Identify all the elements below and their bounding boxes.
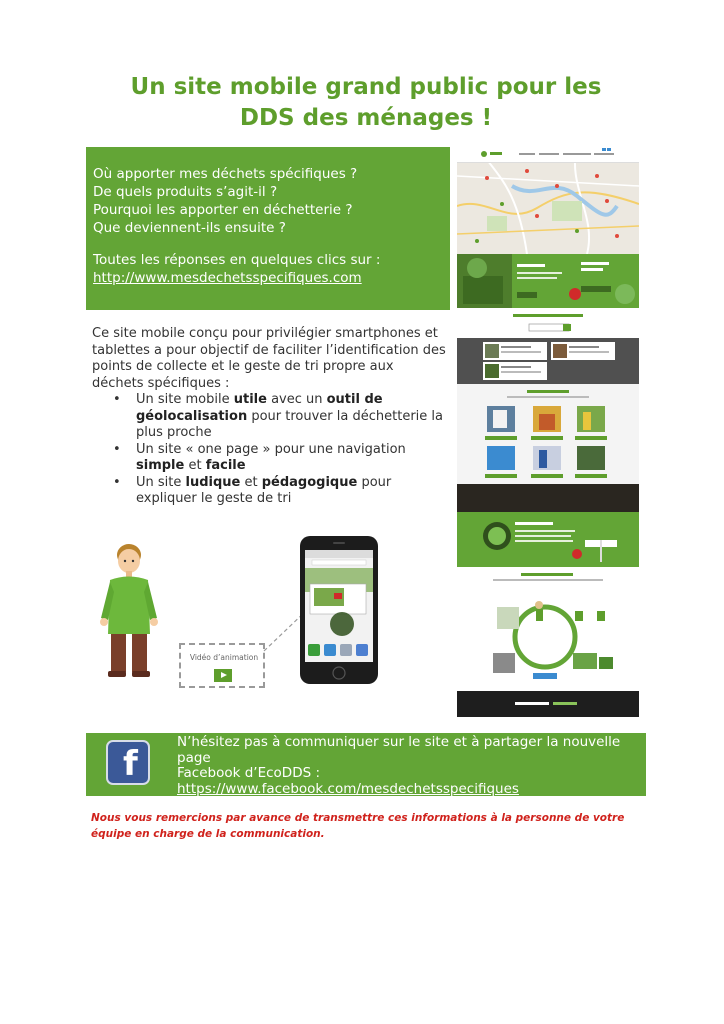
closing-note: Nous vous remercions par avance de transmettre ces informations à la personne de votre équipe en charge de la communication. — [91, 812, 625, 840]
footer-graphic — [457, 691, 639, 717]
banner-graphic — [457, 254, 639, 308]
facebook-icon[interactable]: f — [106, 740, 150, 785]
site-cards-section — [457, 338, 639, 384]
character-illustration — [98, 540, 160, 680]
question-4: Que deviennent-ils ensuite ? — [93, 220, 286, 236]
site-why-section — [457, 512, 639, 567]
question-1: Où apporter mes déchets spécifiques ? — [93, 166, 358, 182]
question-3: Pourquoi les apporter en déchetterie ? — [93, 202, 353, 218]
lifecycle-graphic — [457, 567, 639, 691]
facebook-link[interactable]: https://www.facebook.com/mesdechetsspecifiques — [177, 780, 519, 797]
play-icon[interactable] — [214, 669, 232, 682]
facebook-line-2: Facebook d’EcoDDS : — [177, 765, 320, 781]
search-graphic — [457, 308, 639, 338]
why-graphic — [457, 512, 639, 567]
question-2: De quels produits s’agit-il ? — [93, 184, 278, 200]
phone-graphic — [300, 536, 378, 684]
site-products-section — [457, 384, 639, 484]
title-line-2: DDS des ménages ! — [239, 105, 493, 131]
facebook-box — [86, 733, 646, 796]
feature-item-1: • Un site mobile utile avec un outil de géolocalisation pour trouver la déchetterie la plus proche — [136, 392, 447, 442]
title-line-1: Un site mobile grand public pour les — [130, 74, 602, 100]
cards-graphic — [457, 338, 639, 384]
video-callout — [179, 643, 265, 688]
facebook-text — [177, 735, 647, 797]
page-title — [0, 72, 724, 134]
feature-list — [92, 392, 447, 508]
site-header — [457, 146, 639, 163]
facebook-line-1: N’hésitez pas à communiquer sur le site et à partager la nouvelle page — [177, 734, 621, 766]
description-paragraph: Ce site mobile conçu pour privilégier smartphones et tablettes a pour objectif de faciliter l’identification des points de collecte et le geste de tri propre aux déchets spécifiques : — [92, 326, 446, 391]
site-banner — [457, 254, 639, 308]
site-lifecycle-section — [457, 567, 639, 691]
smartphone-mockup — [300, 536, 378, 684]
intro-box — [86, 147, 450, 310]
site-search-section — [457, 308, 639, 338]
feature-item-2: • Un site « one page » pour une navigation simple et facile — [136, 442, 447, 475]
person-graphic — [98, 540, 160, 680]
site-dark-strip — [457, 484, 639, 512]
site-link[interactable]: http://www.mesdechetsspecifiques.com — [93, 270, 362, 286]
description — [92, 326, 447, 508]
site-footer — [457, 691, 639, 717]
site-nav-graphic — [457, 146, 639, 162]
products-graphic — [457, 384, 639, 484]
video-label: Vidéo d’animation — [189, 653, 259, 662]
feature-item-3: • Un site ludique et pédagogique pour expliquer le geste de tri — [136, 475, 447, 508]
answer-text: Toutes les réponses en quelques clics sur : — [93, 252, 381, 268]
map-image — [457, 146, 639, 254]
